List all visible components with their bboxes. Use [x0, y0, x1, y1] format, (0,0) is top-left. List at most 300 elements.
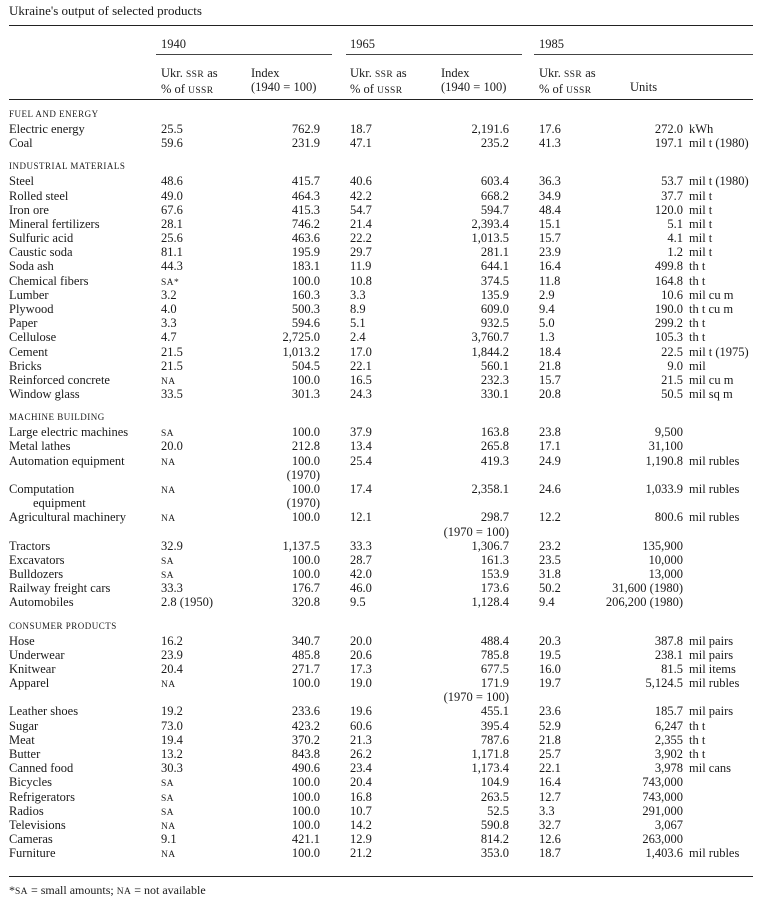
cell-share-1985: 16.4: [539, 775, 561, 790]
cell-product: Caustic soda: [9, 245, 73, 260]
cell-product: Computation: [9, 481, 75, 496]
cell-share-1985: 23.2: [539, 538, 561, 553]
cell-units: mil t: [689, 231, 713, 246]
cell-units: mil rubles: [689, 453, 740, 468]
cell-share-1965: 14.2: [350, 817, 372, 832]
section-heading: FUEL AND ENERGY: [9, 109, 99, 119]
cell-index-1965: 603.4: [480, 174, 509, 189]
cell-output-1985: 272.0: [654, 122, 683, 136]
cell-units: mil cu m: [689, 287, 734, 302]
cell-share-1940: 81.1: [161, 245, 183, 260]
cell-index-1940: 195.9: [291, 245, 320, 260]
cell-share-1985: 15.7: [539, 231, 561, 246]
cell-output-1985: 22.5: [661, 344, 683, 359]
cell-output-1985: 9,500: [654, 425, 683, 440]
cell-product: Paper: [9, 316, 38, 331]
cell-index-1940: 100.0: [291, 775, 320, 790]
cell-index-1940: 490.6: [291, 761, 320, 776]
cell-share-1940: SA: [161, 429, 174, 440]
cell-output-1985: 21.5: [661, 372, 683, 387]
cell-index-1940: 100.0: [291, 803, 320, 818]
cell-index-1940: 231.9: [291, 136, 320, 151]
cell-share-1940: 44.3: [161, 259, 183, 274]
cell-product: Plywood: [9, 301, 54, 316]
cell-index-1965: 232.3: [480, 372, 509, 387]
cell-index-1940: 271.7: [291, 661, 320, 676]
cell-index-1940: 415.7: [291, 174, 320, 189]
cell-share-1940: 48.6: [161, 174, 183, 189]
cell-product: Hose: [9, 633, 35, 648]
cell-share-1940: SA: [161, 556, 174, 567]
cell-output-1985: 5.1: [667, 216, 683, 231]
cell-share-1965: 37.9: [350, 425, 372, 440]
cell-product: Leather shoes: [9, 704, 79, 719]
cell-index-1940: 485.8: [291, 647, 320, 662]
cell-product: Automation equipment: [9, 453, 125, 468]
cell-share-1985: 25.7: [539, 747, 561, 762]
cell-share-1985: 23.5: [539, 552, 561, 567]
cell-index-1965: 488.4: [480, 633, 509, 648]
cell-share-1985: 23.6: [539, 704, 561, 719]
cell-share-1940: 4.7: [161, 330, 177, 345]
cell-index-1965: 785.8: [480, 647, 509, 662]
cell-output-1985: 9.0: [667, 358, 683, 373]
cell-share-1965: 9.5: [350, 595, 366, 610]
cell-product: Bricks: [9, 358, 42, 373]
cell-output-1985: 238.1: [654, 647, 683, 662]
cell-share-1985: 31.8: [539, 567, 561, 582]
cell-index-1965: 2,393.4: [471, 216, 509, 231]
cell-units: mil t (1980): [689, 174, 749, 189]
cell-share-1985: 12.2: [539, 510, 561, 525]
cell-index-1940: 160.3: [291, 287, 320, 302]
cell-index-1965: 590.8: [480, 817, 509, 832]
cell-share-1965: 24.3: [350, 387, 372, 402]
cell-share-1940: 3.2: [161, 287, 177, 302]
cell-share-1985: 12.6: [539, 832, 561, 847]
cell-output-1985: 800.6: [654, 510, 683, 525]
cell-index-1940: 504.5: [291, 358, 320, 373]
cell-output-1985: 5,124.5: [645, 676, 683, 691]
cell-index-1940: 762.9: [291, 122, 320, 136]
cell-units: mil cans: [689, 761, 732, 776]
cell-share-1965: 17.4: [350, 481, 372, 496]
cell-units: th t: [689, 718, 706, 733]
cell-share-1940: NA: [161, 850, 176, 861]
cell-share-1940: 73.0: [161, 718, 183, 733]
cell-index-1940: 100.0: [291, 789, 320, 804]
cell-units: mil t: [689, 216, 713, 231]
cell-index-1965: 263.5: [480, 789, 509, 804]
cell-index-1965: 1,013.5: [471, 231, 509, 246]
cell-index-1965: 374.5: [480, 273, 509, 288]
cell-index-1965: 1,173.4: [471, 761, 509, 776]
cell-index-1965: 609.0: [480, 301, 509, 316]
cell-index-1940: 500.3: [291, 301, 320, 316]
cell-product: Coal: [9, 136, 33, 151]
cell-share-1965: 28.7: [350, 552, 372, 567]
cell-index-1940: 233.6: [291, 704, 320, 719]
cell-index-1965: 677.5: [480, 661, 509, 676]
cell-share-1965: 29.7: [350, 245, 372, 260]
cell-output-1985: 206,200 (1980): [605, 595, 683, 610]
cell-share-1985: 12.7: [539, 789, 561, 804]
cell-units: mil sq m: [689, 387, 733, 402]
cell-output-1985: 37.7: [661, 188, 683, 203]
cell-share-1940: SA: [161, 779, 174, 790]
cell-share-1965: 19.6: [350, 704, 372, 719]
cell-output-1985: 3,978: [654, 761, 683, 776]
cell-share-1940: SA: [161, 571, 174, 582]
cell-share-1985: 2.9: [539, 287, 555, 302]
cell-index-1965: (1970 = 100): [443, 690, 509, 705]
cell-output-1985: 1.2: [667, 245, 683, 260]
cell-share-1985: 20.8: [539, 387, 561, 402]
cell-share-1940: 28.1: [161, 216, 183, 231]
cell-share-1985: 5.0: [539, 316, 555, 331]
cell-index-1940: 464.3: [291, 188, 320, 203]
cell-share-1940: 59.6: [161, 136, 183, 151]
cell-index-1965: 1,306.7: [471, 538, 509, 553]
cell-product: Railway freight cars: [9, 581, 111, 596]
cell-index-1940: 843.8: [291, 747, 320, 762]
cell-product: Chemical fibers: [9, 273, 89, 288]
cell-product: Sugar: [9, 718, 39, 733]
cell-index-1965: 594.7: [480, 202, 509, 217]
cell-share-1940: 19.4: [161, 732, 183, 747]
cell-share-1985: 23.9: [539, 245, 561, 260]
cell-share-1985: 21.8: [539, 358, 561, 373]
cell-product: Lumber: [9, 287, 49, 302]
cell-units: th t: [689, 259, 706, 274]
cell-share-1965: 8.9: [350, 301, 366, 316]
cell-index-1965: 560.1: [480, 358, 509, 373]
cell-units: th t: [689, 273, 706, 288]
cell-product: Knitwear: [9, 661, 56, 676]
cell-index-1965: 1,128.4: [471, 595, 509, 610]
cell-share-1985: 41.3: [539, 136, 561, 151]
cell-share-1965: 60.6: [350, 718, 372, 733]
cell-index-1940: 340.7: [291, 633, 320, 648]
cell-share-1985: 34.9: [539, 188, 561, 203]
cell-output-1985: 263,000: [642, 832, 683, 847]
cell-index-1940: 100.0: [291, 817, 320, 832]
cell-index-1965: 161.3: [480, 552, 509, 567]
cell-product: Metal lathes: [9, 439, 71, 454]
table-title: Ukraine's output of selected products: [9, 3, 202, 18]
section-heading: MACHINE BUILDING: [9, 412, 105, 423]
index-header-1940: Index (1940 = 100): [251, 66, 317, 94]
cell-share-1940: NA: [161, 821, 176, 832]
cell-share-1985: 24.9: [539, 453, 561, 468]
cell-index-1965: 787.6: [480, 732, 509, 747]
cell-share-1985: 9.4: [539, 595, 555, 610]
cell-share-1965: 12.1: [350, 510, 372, 525]
cell-share-1940: 23.9: [161, 647, 183, 662]
cell-share-1965: 46.0: [350, 581, 372, 596]
cell-product: Rolled steel: [9, 188, 69, 203]
cell-share-1985: 19.5: [539, 647, 561, 662]
cell-index-1965: 163.8: [480, 425, 509, 440]
cell-units: mil rubles: [689, 481, 740, 496]
cell-product: Bicycles: [9, 775, 53, 790]
cell-share-1985: 50.2: [539, 581, 561, 596]
cell-share-1985: 3.3: [539, 803, 555, 818]
cell-output-1985: 6,247: [654, 718, 683, 733]
cell-share-1965: 11.9: [350, 259, 372, 274]
cell-product: Butter: [9, 747, 41, 762]
cell-product: Agricultural machinery: [9, 510, 126, 525]
cell-share-1985: 16.4: [539, 259, 561, 274]
cell-units: mil t: [689, 245, 713, 260]
cell-units: mil items: [689, 661, 736, 676]
cell-index-1965: 281.1: [480, 245, 509, 260]
cell-output-1985: 4.1: [667, 231, 683, 246]
share-header-1940: Ukr. SSR as % of USSR: [161, 66, 218, 96]
cell-product: Canned food: [9, 761, 74, 776]
cell-share-1940: NA: [161, 680, 176, 691]
cell-share-1985: 9.4: [539, 301, 555, 316]
cell-product: Iron ore: [9, 202, 49, 217]
cell-share-1965: 12.9: [350, 832, 372, 847]
cell-index-1940: 1,013.2: [282, 344, 320, 359]
cell-share-1965: 33.3: [350, 538, 372, 553]
cell-product: Underwear: [9, 647, 65, 662]
cell-share-1965: 18.7: [350, 122, 372, 136]
cell-index-1965: 353.0: [480, 846, 509, 861]
cell-units: th t: [689, 330, 706, 345]
cell-share-1965: 19.0: [350, 676, 372, 691]
cell-units: th t: [689, 316, 706, 331]
footnote: *SA = small amounts; NA = not available: [9, 883, 206, 897]
cell-share-1985: 22.1: [539, 761, 561, 776]
cell-output-1985: 50.5: [661, 387, 683, 402]
cell-index-1940: 176.7: [291, 581, 320, 596]
cell-output-1985: 2,355: [654, 732, 683, 747]
cell-share-1965: 22.2: [350, 231, 372, 246]
cell-index-1965: 814.2: [480, 832, 509, 847]
cell-index-1940: 100.0: [291, 273, 320, 288]
cell-output-1985: 31,100: [648, 439, 683, 454]
cell-output-1985: 81.5: [661, 661, 683, 676]
cell-share-1965: 2.4: [350, 330, 366, 345]
cell-index-1965: (1970 = 100): [443, 524, 509, 539]
cell-index-1940: 301.3: [291, 387, 320, 402]
share-header-1965: Ukr. SSR as % of USSR: [350, 66, 407, 96]
cell-output-1985: 3,902: [654, 747, 683, 762]
cell-index-1965: 1,171.8: [471, 747, 509, 762]
cell-share-1940: 2.8 (1950): [161, 595, 214, 610]
cell-product: Furniture: [9, 846, 56, 861]
cell-share-1965: 10.7: [350, 803, 372, 818]
cell-index-1940: (1970): [286, 496, 320, 511]
cell-units: mil rubles: [689, 676, 740, 691]
cell-product: Soda ash: [9, 259, 54, 274]
cell-output-1985: 31,600 (1980): [612, 581, 683, 596]
cell-index-1940: 100.0: [291, 481, 320, 496]
cell-share-1965: 54.7: [350, 202, 372, 217]
cell-share-1985: 23.8: [539, 425, 561, 440]
cell-index-1940: 183.1: [291, 259, 320, 274]
cell-share-1985: 18.4: [539, 344, 561, 359]
cell-share-1940: 25.5: [161, 122, 183, 136]
cell-share-1940: 13.2: [161, 747, 183, 762]
cell-index-1940: 100.0: [291, 846, 320, 861]
cell-index-1965: 455.1: [480, 704, 509, 719]
cell-output-1985: 185.7: [654, 704, 683, 719]
cell-share-1985: 15.1: [539, 216, 561, 231]
cell-units: mil rubles: [689, 846, 740, 861]
cell-product: Cement: [9, 344, 48, 359]
cell-share-1940: 25.6: [161, 231, 183, 246]
cell-units: mil pairs: [689, 633, 734, 648]
cell-share-1940: 33.3: [161, 581, 183, 596]
cell-product: Automobiles: [9, 595, 74, 610]
cell-output-1985: 105.3: [654, 330, 683, 345]
cell-share-1965: 23.4: [350, 761, 372, 776]
cell-output-1985: 13,000: [648, 567, 683, 582]
cell-units: kWh: [689, 122, 714, 136]
cell-share-1965: 22.1: [350, 358, 372, 373]
cell-index-1940: 415.3: [291, 202, 320, 217]
cell-output-1985: 743,000: [642, 789, 683, 804]
cell-share-1965: 3.3: [350, 287, 366, 302]
cell-share-1940: NA: [161, 376, 176, 387]
bottom-rule: [9, 876, 753, 877]
cell-share-1985: 24.6: [539, 481, 561, 496]
cell-share-1985: 17.6: [539, 122, 561, 136]
cell-index-1965: 171.9: [480, 676, 509, 691]
cell-share-1940: NA: [161, 485, 176, 496]
cell-share-1985: 18.7: [539, 846, 561, 861]
cell-index-1965: 104.9: [480, 775, 509, 790]
cell-index-1940: 100.0: [291, 453, 320, 468]
cell-product: Cellulose: [9, 330, 57, 345]
cell-product: Apparel: [9, 676, 50, 691]
cell-share-1965: 26.2: [350, 747, 372, 762]
cell-product: Reinforced concrete: [9, 372, 110, 387]
cell-share-1940: 9.1: [161, 832, 177, 847]
cell-output-1985: 135,900: [642, 538, 683, 553]
cell-share-1940: 20.4: [161, 661, 183, 676]
cell-index-1965: 52.5: [487, 803, 509, 818]
cell-index-1940: 212.8: [291, 439, 320, 454]
cell-share-1965: 21.4: [350, 216, 372, 231]
cell-output-1985: 3,067: [654, 817, 683, 832]
cell-share-1985: 32.7: [539, 817, 561, 832]
cell-index-1940: 100.0: [291, 425, 320, 440]
cell-index-1965: 298.7: [480, 510, 509, 525]
cell-share-1965: 20.0: [350, 633, 372, 648]
cell-index-1940: 370.2: [291, 732, 320, 747]
cell-share-1965: 21.2: [350, 846, 372, 861]
cell-output-1985: 10,000: [648, 552, 683, 567]
cell-index-1965: 395.4: [480, 718, 509, 733]
cell-share-1965: 5.1: [350, 316, 366, 331]
cell-units: mil cu m: [689, 372, 734, 387]
cell-share-1965: 16.5: [350, 372, 372, 387]
cell-index-1965: 153.9: [480, 567, 509, 582]
cell-share-1940: 16.2: [161, 633, 183, 648]
cell-units: th t: [689, 732, 706, 747]
cell-share-1940: SA: [161, 793, 174, 804]
cell-share-1940: 32.9: [161, 538, 183, 553]
cell-product: Radios: [9, 803, 44, 818]
cell-index-1965: 668.2: [480, 188, 509, 203]
cell-share-1985: 17.1: [539, 439, 561, 454]
cell-units: th t: [689, 747, 706, 762]
cell-output-1985: 10.6: [661, 287, 683, 302]
cell-product: Excavators: [9, 552, 65, 567]
cell-index-1965: 235.2: [480, 136, 509, 151]
cell-units: mil rubles: [689, 510, 740, 525]
cell-share-1985: 21.8: [539, 732, 561, 747]
cell-index-1940: 423.2: [291, 718, 320, 733]
cell-index-1965: 1,844.2: [471, 344, 509, 359]
cell-units: mil: [689, 358, 706, 373]
cell-share-1985: 20.3: [539, 633, 561, 648]
cell-index-1940: 320.8: [291, 595, 320, 610]
cell-product: Mineral fertilizers: [9, 216, 100, 231]
share-header-1985: Ukr. SSR as % of USSR: [539, 66, 596, 96]
cell-product: equipment: [33, 496, 86, 511]
cell-index-1965: 173.6: [480, 581, 509, 596]
cell-share-1985: 16.0: [539, 661, 561, 676]
cell-units: mil t: [689, 188, 713, 203]
cell-index-1965: 135.9: [480, 287, 509, 302]
cell-product: Cameras: [9, 832, 53, 847]
cell-product: Window glass: [9, 387, 80, 402]
cell-index-1965: 932.5: [480, 316, 509, 331]
cell-output-1985: 190.0: [654, 301, 683, 316]
cell-share-1965: 40.6: [350, 174, 372, 189]
cell-index-1965: 265.8: [480, 439, 509, 454]
cell-index-1940: 2,725.0: [282, 330, 320, 345]
cell-index-1940: 1,137.5: [282, 538, 320, 553]
cell-output-1985: 291,000: [642, 803, 683, 818]
cell-output-1985: 387.8: [654, 633, 683, 648]
cell-units: th t cu m: [689, 301, 734, 316]
cell-units: mil t (1980): [689, 136, 749, 151]
cell-product: Electric energy: [9, 122, 85, 136]
cell-product: Steel: [9, 174, 34, 189]
cell-share-1985: 1.3: [539, 330, 555, 345]
cell-share-1965: 13.4: [350, 439, 372, 454]
cell-index-1965: 330.1: [480, 387, 509, 402]
cell-product: Sulfuric acid: [9, 231, 74, 246]
cell-output-1985: 299.2: [654, 316, 683, 331]
cell-share-1985: 15.7: [539, 372, 561, 387]
cell-share-1985: 36.3: [539, 174, 561, 189]
cell-output-1985: 743,000: [642, 775, 683, 790]
cell-index-1940: 421.1: [291, 832, 320, 847]
cell-share-1940: 21.5: [161, 358, 183, 373]
cell-share-1940: NA: [161, 514, 176, 525]
cell-share-1940: 67.6: [161, 202, 183, 217]
cell-index-1965: 419.3: [480, 453, 509, 468]
cell-index-1940: 594.6: [291, 316, 320, 331]
cell-units: mil t: [689, 202, 713, 217]
cell-share-1965: 21.3: [350, 732, 372, 747]
cell-output-1985: 53.7: [661, 174, 683, 189]
year-1940: 1940: [161, 37, 186, 51]
cell-share-1940: 3.3: [161, 316, 177, 331]
cell-product: Televisions: [9, 817, 66, 832]
cell-share-1940: 19.2: [161, 704, 183, 719]
cell-output-1985: 164.8: [654, 273, 683, 288]
cell-share-1965: 16.8: [350, 789, 372, 804]
cell-share-1965: 25.4: [350, 453, 372, 468]
